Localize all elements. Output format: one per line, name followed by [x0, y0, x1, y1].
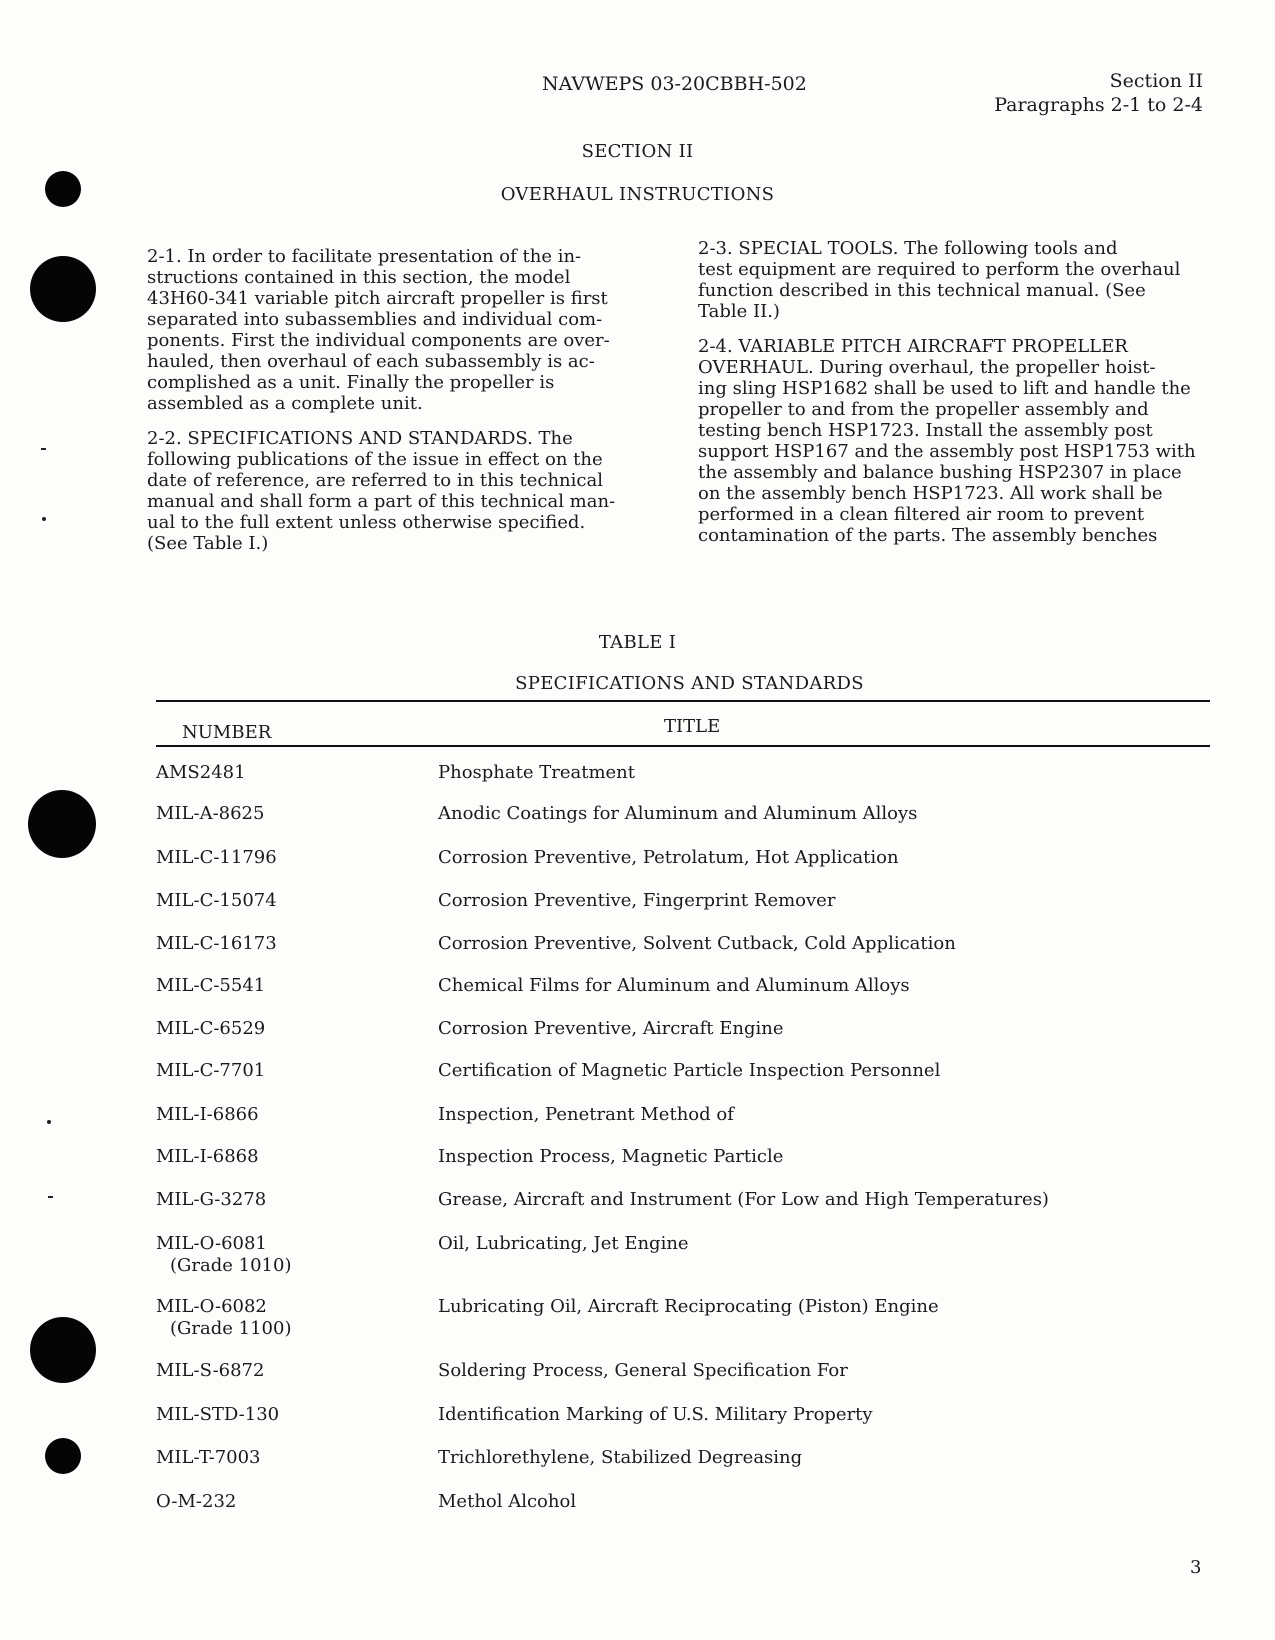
text-line: the assembly and balance bushing HSP2307 in place: [698, 462, 1182, 483]
paragraphs-label: Paragraphs 2-1 to 2-4: [994, 94, 1203, 116]
text-line: 2-1. In order to facilitate presentation of the in-: [147, 246, 582, 267]
spec-number: MIL-C-7701: [156, 1060, 266, 1081]
text-line: 2-2. SPECIFICATIONS AND STANDARDS. The: [147, 428, 573, 449]
spec-title: Chemical Films for Aluminum and Aluminum Alloys: [438, 975, 910, 996]
spec-title: Lubricating Oil, Aircraft Reciprocating (Piston) Engine: [438, 1296, 939, 1317]
spec-grade: (Grade 1100): [170, 1318, 292, 1339]
text-line: complished as a unit. Finally the propeller is: [147, 372, 555, 393]
text-line: performed in a clean filtered air room to prevent: [698, 504, 1145, 525]
spec-number: MIL-C-15074: [156, 890, 277, 911]
table-row: [156, 803, 1210, 847]
spec-title: Phosphate Treatment: [438, 762, 636, 783]
table-row: [156, 1018, 1210, 1062]
spec-number: MIL-C-5541: [156, 975, 266, 996]
text-line: Table II.): [698, 301, 780, 322]
text-line: manual and shall form a part of this technical man-: [147, 491, 616, 512]
punch-hole-upper: [30, 256, 96, 322]
spec-title: Anodic Coatings for Aluminum and Aluminum Alloys: [438, 803, 918, 824]
spec-number: MIL-STD-130: [156, 1404, 280, 1425]
table-row: [156, 1060, 1210, 1104]
page-number: 3: [1190, 1557, 1202, 1578]
scan-speck: [47, 1120, 51, 1124]
text-line: hauled, then overhaul of each subassembly is ac-: [147, 351, 595, 372]
spec-title: Trichlorethylene, Stabilized Degreasing: [438, 1447, 803, 1468]
text-line: separated into subassemblies and individual com-: [147, 309, 603, 330]
spec-title: Corrosion Preventive, Solvent Cutback, Cold Application: [438, 933, 956, 954]
table-row: [156, 1189, 1210, 1233]
text-line: date of reference, are referred to in this technical: [147, 470, 603, 491]
paragraph-2-1: [147, 246, 647, 414]
text-line: assembled as a complete unit.: [147, 393, 423, 414]
spec-title: Inspection, Penetrant Method of: [438, 1104, 734, 1125]
spec-grade: (Grade 1010): [170, 1255, 292, 1276]
spec-title: Corrosion Preventive, Aircraft Engine: [438, 1018, 784, 1039]
text-line: ing sling HSP1682 shall be used to lift and handle the: [698, 378, 1191, 399]
table-row: [156, 762, 1210, 806]
spec-number: MIL-C-11796: [156, 847, 277, 868]
punch-hole-lower: [30, 1317, 96, 1383]
table-row: [156, 1104, 1210, 1148]
spec-title: Inspection Process, Magnetic Particle: [438, 1146, 784, 1167]
section-subtitle: OVERHAUL INSTRUCTIONS: [500, 184, 775, 205]
spec-number: O-M-232: [156, 1491, 237, 1512]
spec-number: MIL-C-6529: [156, 1018, 266, 1039]
paragraph-2-2: [147, 428, 647, 554]
spec-title: Soldering Process, General Specification For: [438, 1360, 848, 1381]
text-line: structions contained in this section, the model: [147, 267, 571, 288]
spec-number: MIL-G-3278: [156, 1189, 267, 1210]
spec-number: MIL-I-6868: [156, 1146, 259, 1167]
table-caption: SPECIFICATIONS AND STANDARDS: [515, 673, 864, 694]
scan-speck: [42, 517, 46, 521]
text-line: testing bench HSP1723. Install the assembly post: [698, 420, 1153, 441]
table-row: [156, 890, 1210, 934]
scan-speck: [41, 448, 46, 450]
spec-number: MIL-C-16173: [156, 933, 277, 954]
spec-title: Oil, Lubricating, Jet Engine: [438, 1233, 689, 1254]
text-line: (See Table I.): [147, 533, 269, 554]
text-line: on the assembly bench HSP1723. All work shall be: [698, 483, 1163, 504]
spec-number: MIL-T-7003: [156, 1447, 261, 1468]
table-row: [156, 847, 1210, 891]
spec-number: MIL-I-6866: [156, 1104, 259, 1125]
spec-number: AMS2481: [156, 762, 246, 783]
table-row: [156, 1146, 1210, 1190]
spec-number: MIL-S-6872: [156, 1360, 265, 1381]
text-line: function described in this technical manual. (See: [698, 280, 1146, 301]
text-line: test equipment are required to perform the overhaul: [698, 259, 1181, 280]
text-line: support HSP167 and the assembly post HSP1753 with: [698, 441, 1196, 462]
text-line: 2-3. SPECIAL TOOLS. The following tools and: [698, 238, 1118, 259]
table-top-rule: [156, 700, 1210, 702]
paragraph-2-3: [698, 238, 1198, 322]
paragraph-2-4: [698, 336, 1198, 546]
table-row: [156, 933, 1210, 977]
spec-title: Grease, Aircraft and Instrument (For Low and High Temperatures): [438, 1189, 1049, 1210]
spec-title: Identification Marking of U.S. Military Property: [438, 1404, 873, 1425]
text-line: 43H60-341 variable pitch aircraft propeller is first: [147, 288, 608, 309]
spec-number: MIL-A-8625: [156, 803, 265, 824]
spec-number: MIL-O-6081: [156, 1233, 267, 1254]
spec-title: Corrosion Preventive, Fingerprint Remover: [438, 890, 836, 911]
text-line: ual to the full extent unless otherwise specified.: [147, 512, 586, 533]
spec-title: Corrosion Preventive, Petrolatum, Hot Application: [438, 847, 899, 868]
table-row: [156, 975, 1210, 1019]
text-line: ponents. First the individual components are over-: [147, 330, 610, 351]
scan-speck: [48, 1196, 53, 1198]
table-row: [156, 1296, 1210, 1340]
punch-hole-bottom: [45, 1438, 81, 1474]
table-row: [156, 1491, 1210, 1535]
text-line: OVERHAUL. During overhaul, the propeller hoist-: [698, 357, 1156, 378]
table-row: [156, 1404, 1210, 1448]
text-line: 2-4. VARIABLE PITCH AIRCRAFT PROPELLER: [698, 336, 1128, 357]
table-row: [156, 1447, 1210, 1491]
left-column: [147, 246, 647, 568]
section-title: SECTION II: [581, 141, 694, 162]
spec-title: Certification of Magnetic Particle Inspection Personnel: [438, 1060, 941, 1081]
table-label: TABLE I: [598, 632, 677, 653]
document-number: NAVWEPS 03-20CBBH-502: [542, 73, 807, 95]
right-column: [698, 238, 1198, 560]
text-line: following publications of the issue in effect on the: [147, 449, 603, 470]
section-label: Section II: [1109, 70, 1203, 92]
spec-title: Methol Alcohol: [438, 1491, 577, 1512]
column-header-title: TITLE: [664, 716, 721, 737]
table-header-rule: [156, 745, 1210, 747]
text-line: propeller to and from the propeller assembly and: [698, 399, 1149, 420]
punch-hole-middle: [28, 790, 96, 858]
text-line: contamination of the parts. The assembly benches: [698, 525, 1158, 546]
table-row: [156, 1360, 1210, 1404]
table-row: [156, 1233, 1210, 1277]
column-header-number: NUMBER: [182, 722, 272, 743]
spec-number: MIL-O-6082: [156, 1296, 267, 1317]
